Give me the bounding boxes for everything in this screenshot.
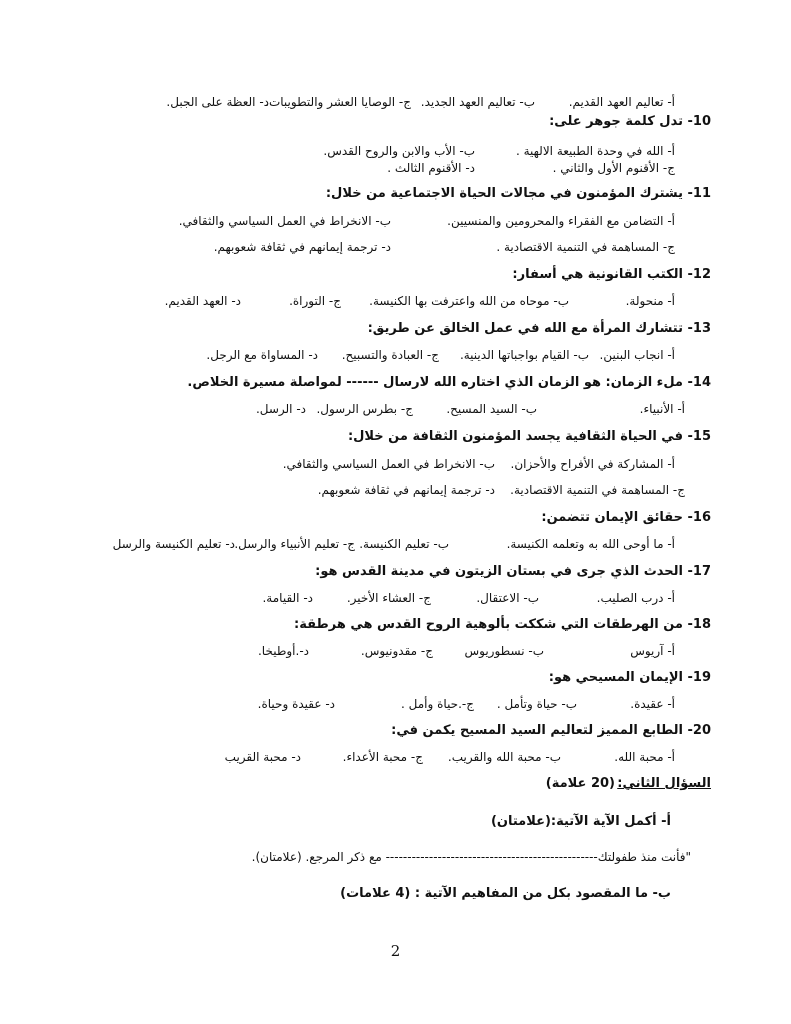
option-a: أ- تعاليم العهد القديم. [568,95,675,109]
option-d: د- المساواة مع الرجل. [206,348,318,362]
option-a: أ- درب الصليب. [596,591,675,605]
option-b: ب- حياة وتأمل . [496,697,577,711]
option-d: د- القيامة. [262,591,313,605]
option-b: ب- نسطوريوس [464,644,544,658]
option-d: د- محبة القريب [224,750,301,764]
question-title: 15- في الحياة الثقافية يجسد المؤمنون الثقافة من خلال: [347,429,711,444]
option-a: أ- آريوس [630,644,675,658]
option-d: د- ترجمة إيمانهم في ثقافة شعوبهم. [213,240,391,254]
option-d: د- عقيدة وحياة. [257,697,335,711]
section2-marks: (20 علامة) [545,776,615,791]
option-c: ج- الوصايا العشر والتطويبات. [265,95,411,109]
section2-title: السؤال الثاني: [617,776,711,791]
option-b: ب- الانخراط في العمل السياسي والثقافي. [282,457,495,471]
option-d: د- ترجمة إيمانهم في ثقافة شعوبهم. [317,483,495,497]
question-title: 18- من الهرطقات التي شككت بألوهية الروح القدس هي هرطقة: [294,617,711,632]
option-c: ج- المساهمة في التنمية الاقتصادية. [510,483,685,497]
part-a-title: أ- أكمل الآية الآتية:(علامتان) [490,814,671,829]
option-b: ب- القيام بواجباتها الدينية. [459,348,589,362]
option-d: د- الرسل. [255,402,306,416]
question-title: 13- تتشارك المرأة مع الله في عمل الخالق عن طريق: [367,321,711,336]
option-b: ب- الاعتقال. [476,591,539,605]
option-c: ج- العشاء الأخير. [346,591,431,605]
page-number: 2 [390,942,401,960]
option-c: ج- محبة الأعداء. [342,750,423,764]
option-a: أ- انجاب البنين. [599,348,675,362]
question-title: 10- تدل كلمة جوهر على: [549,114,711,129]
option-a: أ- الأنبياء. [639,402,685,416]
option-b: ب- السيد المسيح. [446,402,537,416]
option-a: أ- منحولة. [625,294,675,308]
option-b: ب- تعليم الكنيسة. [359,537,449,551]
verse-text: "فأنت منذ طفولتك------------------------------------------------- مع ذكر المرجع. (علامتان). [251,850,691,864]
question-title: 20- الطابع المميز لتعاليم السيد المسيح يكمن في: [391,723,711,738]
question-title: 11- يشترك المؤمنون في مجالات الحياة الاجتماعية من خلال: [325,186,711,201]
question-title: 12- الكتب القانونية هي أسفار: [512,267,711,282]
option-a: أ- عقيدة. [630,697,675,711]
option-c: ج- المساهمة في التنمية الاقتصادية . [496,240,675,254]
option-c: ج- التوراة. [289,294,341,308]
option-c: ج-.حياة وأمل . [401,697,474,711]
option-c: ج- تعليم الأنبياء والرسل. [234,537,355,551]
question-title: 14- ملء الزمان: هو الزمان الذي اختاره الله لارسال ------ لمواصلة مسيرة الخلاص. [187,375,711,390]
option-a: أ- ما أوحى الله به وتعلمه الكنيسة. [506,537,675,551]
option-d: د- الأقنوم الثالث . [387,161,475,175]
option-c: ج- بطرس الرسول. [316,402,413,416]
option-a: أ- الله في وحدة الطبيعة الالهية . [515,144,675,158]
option-c: ج- العبادة والتسبيح. [341,348,439,362]
question-title: 19- الإيمان المسيحي هو: [548,670,711,685]
option-a: أ- محبة الله. [614,750,675,764]
question-title: 16- حقائق الإيمان تتضمن: [541,510,711,525]
option-a: أ- المشاركة في الأفراح والأحزان. [510,457,675,471]
option-d: د- العظة على الجبل. [166,95,269,109]
option-b: ب- الأب والابن والروح القدس. [323,144,475,158]
option-b: ب- محبة الله والقريب. [447,750,561,764]
option-d: د- تعليم الكنيسة والرسل [112,537,235,551]
option-d: د-.أوطيخا. [257,644,309,658]
option-a: أ- التضامن مع الفقراء والمحرومين والمنسيين. [447,214,675,228]
question-title: 17- الحدث الذي جرى في بستان الزيتون في مدينة القدس هو: [315,564,711,579]
option-b: ب- تعاليم العهد الجديد. [420,95,535,109]
option-b: ب- موحاه من الله واعترفت بها الكنيسة. [369,294,569,308]
option-c: ج- مقدونيوس. [360,644,433,658]
option-d: د- العهد القديم. [164,294,241,308]
option-c: ج- الأقنوم الأول والثاني . [552,161,675,175]
part-b-title: ب- ما المقصود بكل من المفاهيم الآتية : (4 علامات) [340,886,671,901]
option-b: ب- الانخراط في العمل السياسي والثقافي. [178,214,391,228]
